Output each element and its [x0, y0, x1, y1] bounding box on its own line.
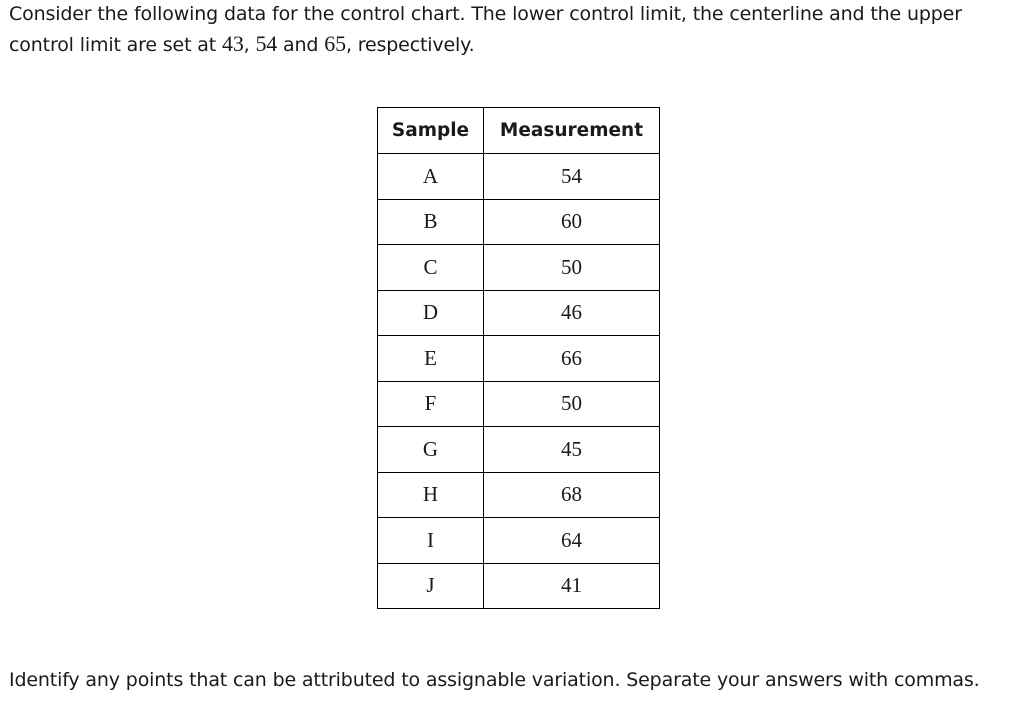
sample-cell: I	[378, 518, 484, 564]
question-outro: , respectively.	[345, 34, 475, 56]
header-sample: Sample	[378, 108, 484, 154]
table-header-row	[378, 108, 660, 154]
table-row	[378, 245, 660, 291]
sample-cell: G	[378, 427, 484, 473]
table-row	[378, 472, 660, 518]
sample-cell: E	[378, 336, 484, 382]
table-row	[378, 336, 660, 382]
instruction-text: Identify any points that can be attributed to assignable variation. Separate your answers with commas.	[9, 669, 980, 691]
measurement-cell: 50	[484, 381, 660, 427]
measurement-cell: 60	[484, 199, 660, 245]
sample-cell: B	[378, 199, 484, 245]
centerline-value: 54	[255, 31, 278, 56]
sample-cell: D	[378, 290, 484, 336]
measurement-cell: 64	[484, 518, 660, 564]
measurement-cell: 45	[484, 427, 660, 473]
table-row	[378, 563, 660, 609]
table-row	[378, 199, 660, 245]
question-text	[9, 0, 1009, 60]
measurement-cell: 41	[484, 563, 660, 609]
lower-control-limit: 43	[221, 31, 244, 56]
table-row	[378, 381, 660, 427]
upper-control-limit: 65	[324, 31, 346, 56]
sample-cell: A	[378, 154, 484, 200]
measurement-cell: 54	[484, 154, 660, 200]
sample-cell: H	[378, 472, 484, 518]
table-row	[378, 427, 660, 473]
separator-2: and	[277, 34, 325, 56]
data-table	[377, 107, 660, 609]
sample-cell: J	[378, 563, 484, 609]
sample-cell: F	[378, 381, 484, 427]
question-intro: Consider the following data for the control chart. The lower control limit, the centerline and the upper control limit are set at	[9, 3, 962, 56]
measurement-cell: 66	[484, 336, 660, 382]
sample-cell: C	[378, 245, 484, 291]
measurement-cell: 46	[484, 290, 660, 336]
table-row	[378, 518, 660, 564]
table-row	[378, 154, 660, 200]
measurement-cell: 50	[484, 245, 660, 291]
header-measurement: Measurement	[484, 108, 660, 154]
table-row	[378, 290, 660, 336]
measurement-cell: 68	[484, 472, 660, 518]
separator-1: ,	[243, 34, 256, 56]
